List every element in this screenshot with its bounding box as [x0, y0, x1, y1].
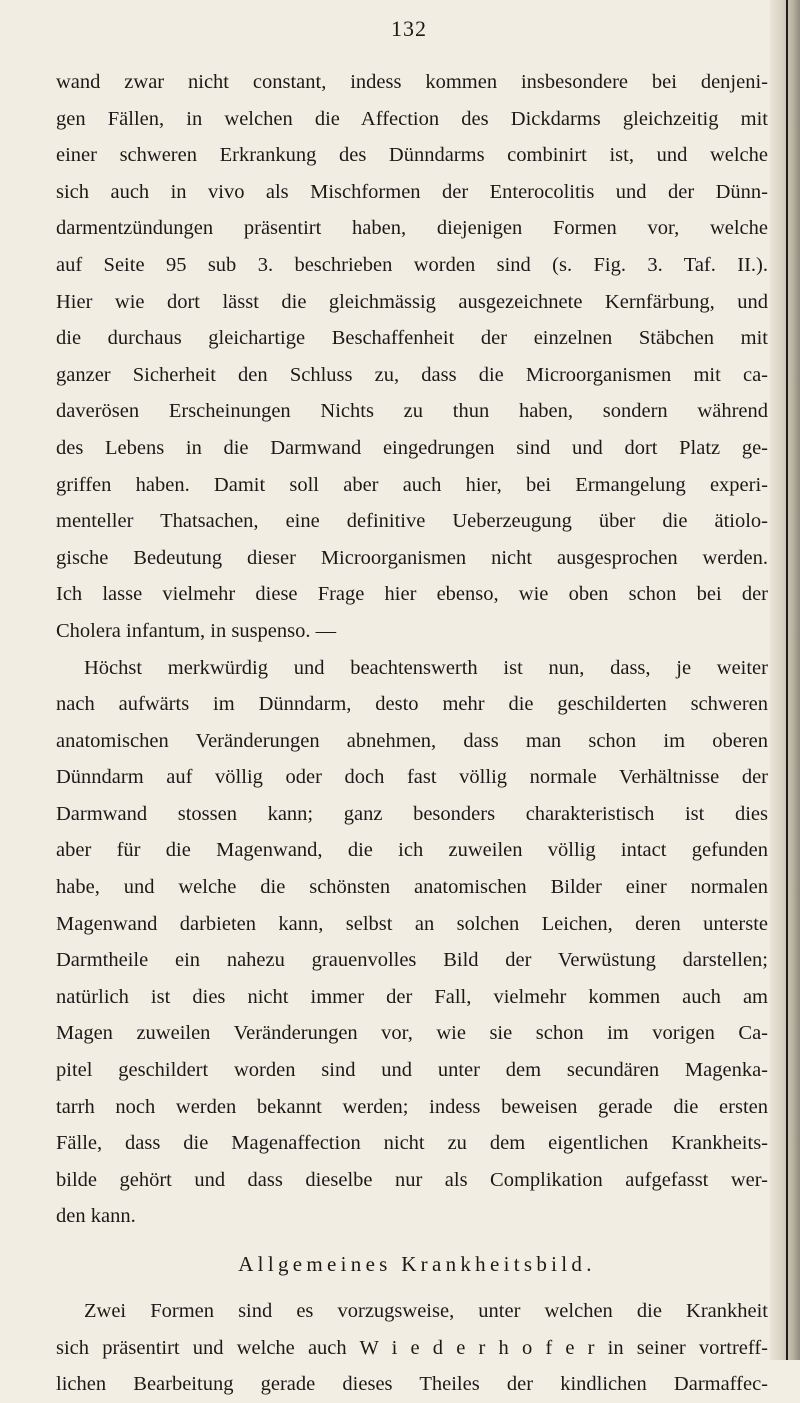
text-line: Hier wie dort lässt die gleichmässig ausgezeichnete Kernfärbung, und: [56, 290, 768, 313]
text-line: natürlich ist dies nicht immer der Fall, vielmehr kommen auch am: [56, 985, 768, 1008]
page-edge-shadow: [770, 0, 800, 1360]
text-line: die durchaus gleichartige Beschaffenheit der einzelnen Stäbchen mit: [56, 327, 768, 350]
text-line: des Lebens in die Darmwand eingedrungen sind und dort Platz ge-: [56, 436, 768, 459]
page-number: 132: [391, 16, 427, 41]
text-line: daverösen Erscheinungen Nichts zu thun haben, sondern während: [56, 400, 768, 423]
text-line: einer schweren Erkrankung des Dünndarms combinirt ist, und welche: [56, 144, 768, 167]
text-line: menteller Thatsachen, eine definitive Ueberzeugung über die ätiolo-: [56, 510, 768, 533]
text-line: nach aufwärts im Dünndarm, desto mehr die geschilderten schweren: [56, 693, 768, 716]
text-line: griffen haben. Damit soll aber auch hier, bei Ermangelung experi-: [56, 473, 768, 496]
section-heading: Allgemeines Krankheitsbild.: [238, 1252, 596, 1276]
text-line: habe, und welche die schönsten anatomischen Bilder einer normalen: [56, 876, 768, 899]
text-line: wand zwar nicht constant, indess kommen insbesondere bei denjeni-: [56, 71, 768, 93]
text-line: Höchst merkwürdig und beachtenswerth ist nun, dass, je weiter: [84, 656, 768, 679]
text-line: gische Bedeutung dieser Microorganismen nicht ausgesprochen werden.: [56, 546, 768, 569]
text-line: gen Fällen, in welchen die Affection des Dickdarms gleichzeitig mit: [56, 107, 768, 130]
text-line: darmentzündungen präsentirt haben, diejenigen Formen vor, welche: [56, 217, 768, 240]
text-line: Darmtheile ein nahezu grauenvolles Bild der Verwüstung darstellen;: [56, 949, 768, 972]
text-line: tarrh noch werden bekannt werden; indess beweisen gerade die ersten: [56, 1095, 768, 1118]
text-line: den kann.: [56, 1205, 136, 1228]
text-line: Magen zuweilen Veränderungen vor, wie sie schon im vorigen Ca-: [56, 1022, 768, 1045]
section-heading-wrap: [56, 1241, 768, 1293]
text-line: Darmwand stossen kann; ganz besonders charakteristisch ist dies: [56, 802, 768, 825]
body-text: [56, 64, 768, 1403]
text-line: Fälle, dass die Magenaffection nicht zu dem eigentlichen Krankheits-: [56, 1132, 768, 1155]
text-line: Zwei Formen sind es vorzugsweise, unter welchen die Krankheit: [84, 1300, 768, 1322]
text-line: aber für die Magenwand, die ich zuweilen völlig intact gefunden: [56, 839, 768, 862]
page-edge-line: [786, 0, 788, 1360]
paragraph-2: [56, 650, 768, 1236]
text-line: lichen Bearbeitung gerade dieses Theiles der kindlichen Darmaffec-: [56, 1373, 768, 1396]
text-line: Cholera infantum, in suspenso. —: [56, 619, 337, 642]
text-line: Magenwand darbieten kann, selbst an solchen Leichen, deren unterste: [56, 912, 768, 935]
text-line: auf Seite 95 sub 3. beschrieben worden sind (s. Fig. 3. Taf. II.).: [56, 253, 768, 276]
text-line: Dünndarm auf völlig oder doch fast völlig normale Verhältnisse der: [56, 766, 768, 789]
text-line: Ich lasse vielmehr diese Frage hier ebenso, wie oben schon bei der: [56, 583, 768, 606]
text-line: anatomischen Veränderungen abnehmen, dass man schon im oberen: [56, 729, 768, 752]
text-line: ganzer Sicherheit den Schluss zu, dass die Microorganismen mit ca-: [56, 363, 768, 386]
text-line: sich auch in vivo als Mischformen der Enterocolitis und der Dünn-: [56, 180, 768, 203]
text-line: bilde gehört und dass dieselbe nur als Complikation aufgefasst wer-: [56, 1168, 768, 1191]
text-line: sich präsentirt und welche auch W i e d e r h o f e r in seiner vortreff-: [56, 1336, 768, 1359]
paragraph-1: [56, 64, 768, 650]
text-line: pitel geschildert worden sind und unter dem secundären Magenka-: [56, 1059, 768, 1082]
paragraph-3: [56, 1293, 768, 1403]
